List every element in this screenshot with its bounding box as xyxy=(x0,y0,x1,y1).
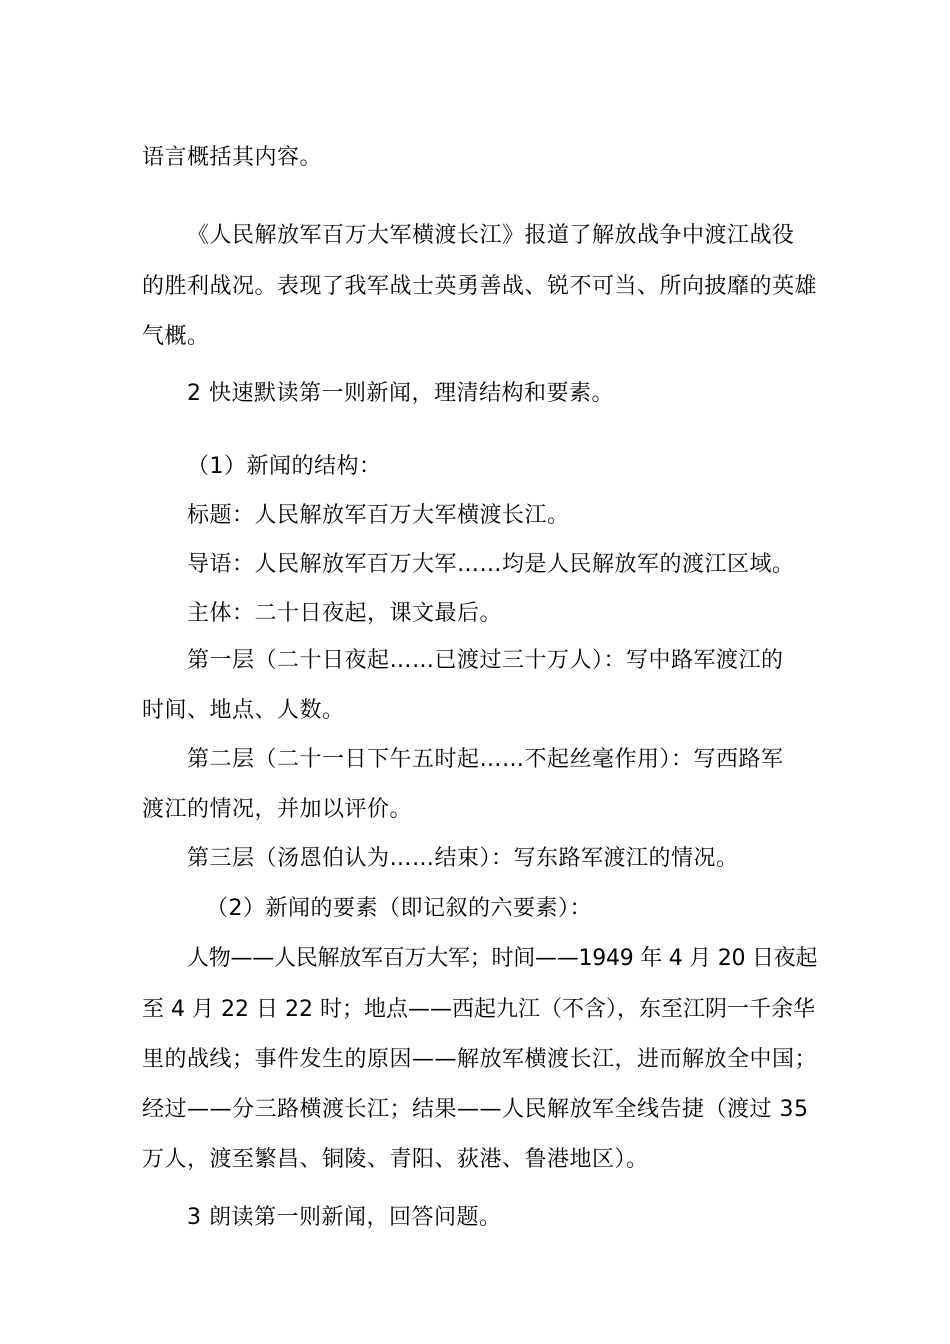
paragraph-line: 万人，渡至繁昌、铜陵、青阳、荻港、鲁港地区）。 xyxy=(142,1147,649,1172)
paragraph-line: 里的战线；事件发生的原因——解放军横渡长江，进而解放全中国； xyxy=(142,1047,818,1072)
paragraph-line: 经过——分三路横渡长江；结果——人民解放军全线告捷（渡过 35 xyxy=(142,1097,809,1122)
text-line: 第一层（二十日夜起……已渡过三十万人）：写中路军渡江的 xyxy=(187,648,784,673)
paragraph-line: 《人民解放军百万大军横渡长江》报道了解放战争中渡江战役 xyxy=(187,223,795,248)
paragraph-line: 人物——人民解放军百万大军；时间——1949 年 4 月 20 日夜起 xyxy=(187,946,818,971)
text-line: 第三层（汤恩伯认为……结束）：写东路军渡江的情况。 xyxy=(187,846,739,871)
section-heading: 2 快速默读第一则新闻，理清结构和要素。 xyxy=(187,381,614,406)
paragraph-line: 的胜利战况。表现了我军战士英勇善战、锐不可当、所向披靡的英雄 xyxy=(142,274,818,299)
text-line: 主体：二十日夜起，课文最后。 xyxy=(187,601,503,626)
paragraph-line: 至 4 月 22 日 22 时；地点——西起九江（不含），东至江阴一千余华 xyxy=(142,997,815,1022)
text-line: 时间、地点、人数。 xyxy=(142,698,345,723)
text-line: 渡江的情况，并加以评价。 xyxy=(142,797,413,822)
text-line: 标题：人民解放军百万大军横渡长江。 xyxy=(187,503,570,528)
text-line: 导语：人民解放军百万大军……均是人民解放军的渡江区域。 xyxy=(187,552,795,577)
subsection-heading: （1）新闻的结构： xyxy=(187,454,382,479)
text-line: 第二层（二十一日下午五时起……不起丝毫作用）：写西路军 xyxy=(187,747,784,772)
text-line: 语言概括其内容。 xyxy=(142,145,323,170)
paragraph-line: 气概。 xyxy=(142,324,210,349)
subsection-heading: （2）新闻的要素（即记叙的六要素）： xyxy=(206,896,592,921)
section-heading: 3 朗读第一则新闻，回答问题。 xyxy=(187,1205,502,1230)
